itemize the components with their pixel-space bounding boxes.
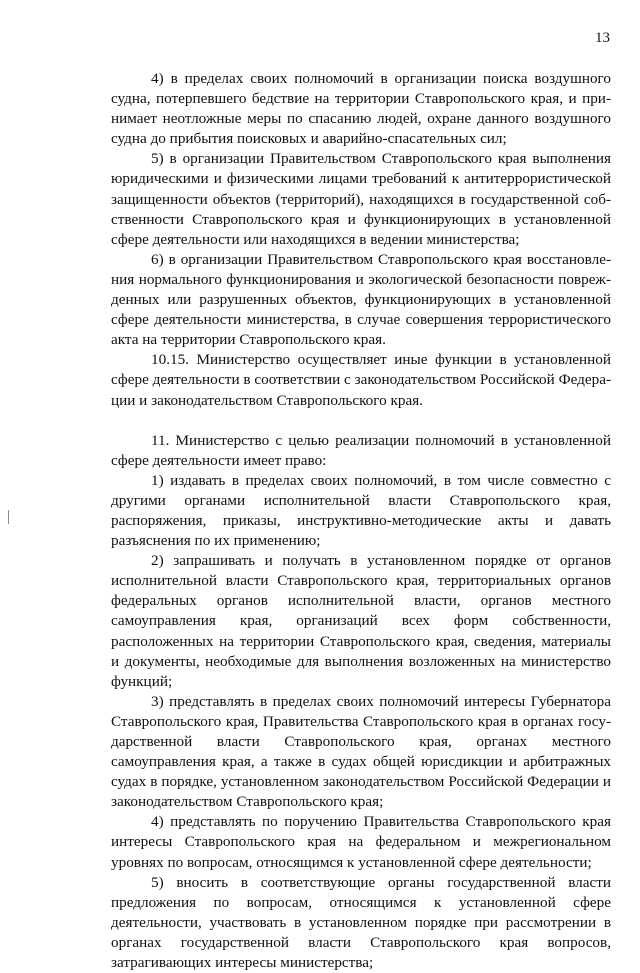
paragraph-right-4: 4) представлять по поручению Правительства Ставропольского края интересы Ставропольского края на федеральном и межрегиональном уровнях по вопросам, относящимся к установленной сфере деятельности; (111, 813, 611, 871)
paragraph-right-1: 1) издавать в пределах своих полномочий, в том числе совместно с другими органами исполнительной власти Ставропольского края, распоряжения, приказы, инструктивно-методические акты и давать разъяснения по их применению; (111, 471, 611, 550)
paragraph-item-6: 6) в организации Правительством Ставропольского края восстановления нормального функционирования и экологической безопасности поврежденных или разрушенных объектов, функционирующих в установленной сфере деятельности министерства, в случае совершения террористического акта на территории Ставропольского края. (111, 250, 611, 349)
page-number: 13 (595, 30, 610, 46)
scan-edge-mark (8, 510, 9, 524)
document-body (111, 69, 611, 973)
paragraph-right-2: 2) запрашивать и получать в установленном порядке от органов исполнительной власти Ставропольского края, территориальных органов федеральных органов исполнительной власти, органов местного самоуправления края, организаций всех форм собственности, расположенных на территории Ставропольского края, сведения, материалы и документы, необходимые для выполнения возложенных на министерство функций; (111, 552, 611, 690)
paragraph-right-5: 5) вносить в соответствующие органы государственной власти предложения по вопросам, относящимся к установленной сфере деятельности, участвовать в установленном порядке при рассмотрении в органах государственной власти Ставропольского края вопросов, затрагивающих интересы министерства; (111, 873, 611, 972)
section-gap (111, 411, 611, 431)
paragraph-10-15: 10.15. Министерство осуществляет иные функции в установленной сфере деятельности в соответствии с законодательством Российской Федерации и законодательством Ставропольского края. (111, 351, 611, 409)
paragraph-item-5: 5) в организации Правительством Ставропольского края выполнения юридическими и физическими лицами требований к антитеррористической защищенности объектов (территорий), находящихся в государственной собственности Ставропольского края и функционирующих в установленной сфере деятельности или находящихся в ведении министерства; (111, 150, 611, 248)
paragraph-item-4: 4) в пределах своих полномочий в организации поиска воздушного судна, потерпевшего бедствие на территории Ставропольского края, и принимает неотложные меры по спасанию людей, охране данного воздушного судна до прибытия поисковых и аварийно-спасательных сил; (111, 70, 611, 148)
paragraph-right-3: 3) представлять в пределах своих полномочий интересы Губернатора Ставропольского края, Правительства Ставропольского края в органах государственной власти Ставропольского края, органах местного самоуправления края, а также в судах общей юрисдикции и арбитражных судах в порядке, установленном законодательством Российской Федерации и законодательством Ставропольского края; (111, 692, 611, 811)
paragraph-11: 11. Министерство с целью реализации полномочий в установленной сфере деятельности имеет право: (111, 431, 611, 469)
